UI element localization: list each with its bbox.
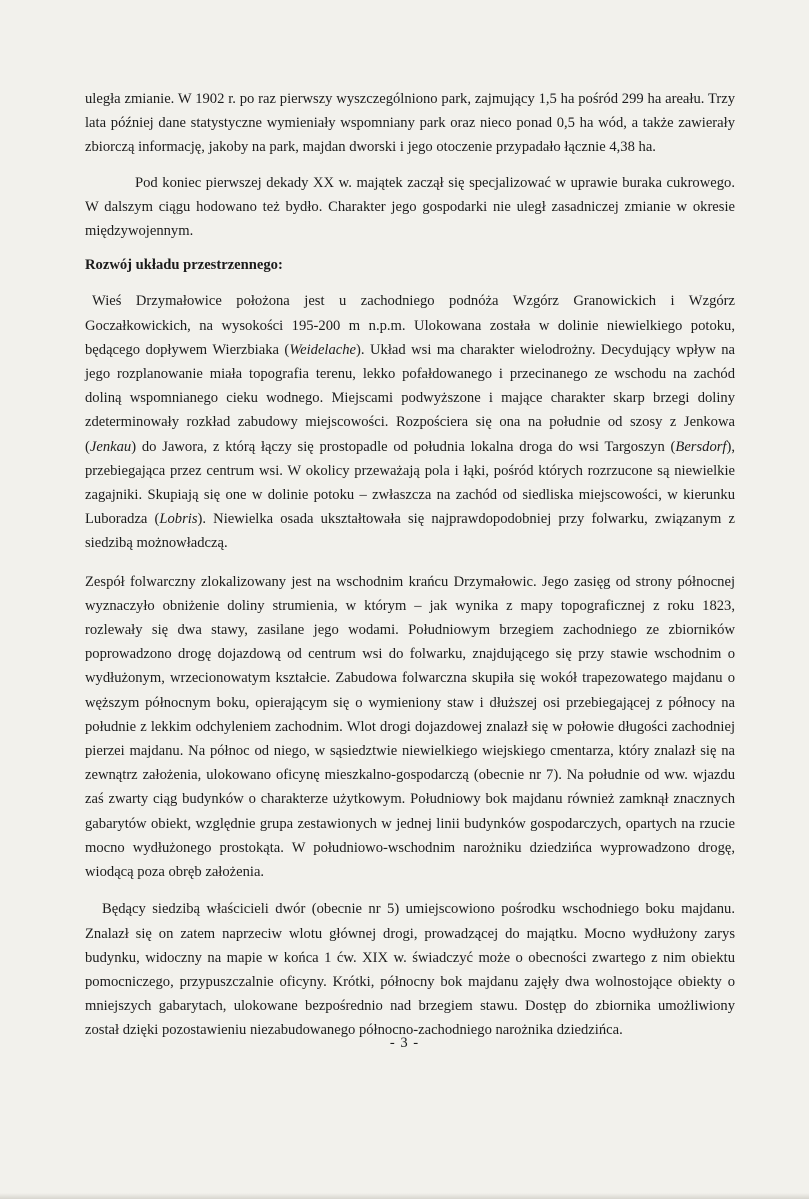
paragraph-2 — [85, 171, 735, 244]
text-run: uległa zmianie. W 1902 r. po raz pierwszy wyszczególniono park, zajmujący 1,5 ha pośród 299 ha areału. Trzy lata później dane statystyczne wymieniały wspomniany park oraz nieco ponad 0,5 ha wód, a także zawierały zbiorczą informację, jakoby na park, majdan dworski i jego otoczenie przypadało łącznie 4,38 ha. — [85, 91, 735, 156]
text-run: Będący siedzibą właścicieli dwór (obecnie nr 5) umiejscowiono pośrodku wschodniego boku majdanu. Znalazł się on zatem naprzeciw wlotu głównej drogi, prowadzącej do majątku. Mocno wydłużony zarys budynku, widoczny na mapie w końca 1 ćw. XIX w. świadczyć może o obecności zwartego z nim obiektu pomocniczego, przypuszczalnie oficyny. Krótki, północny bok majdanu zajęły dwa wolnostojące obiekty o mniejszych gabarytach, ulokowane bezpośrednio nad brzegiem stawu. Dostęp do zbiornika umożliwiony został dzięki pozostawieniu niezabudowanego północno-zachodniego narożnika dziedzińca. — [85, 901, 735, 1039]
page-number: - 3 - — [389, 1035, 420, 1051]
text-run: ) do Jawora, z którą łączy się prostopadle od południa lokalna droga do wsi Targoszyn ( — [131, 438, 676, 455]
text-run: Wieś Drzymałowice położona jest u zachodniego podnóża Wzgórz Granowickich i Wzgórz Goczałkowickich, na wysokości 195-200 m n.p.m. Ulokowana została w dolinie niewielkiego potoku, będącego dopływem Wierzbiaka ( — [85, 293, 735, 358]
italic-placename: Jenkau — [89, 438, 132, 455]
italic-placename: Lobris — [159, 511, 198, 528]
text-run: ). Układ wsi ma charakter wielodrożny. Decydujący wpływ na jego rozplanowanie miała topografia terenu, lekko pofałdowanego i przecinanego ze wschodu na zachód doliną wspomnianego cieku wodnego. Miejscami podwyższone i mające charakter skarp brzegi doliny zdeterminowały rozkład zabudowy miejscowości. Rozpościera się ona na południe od szosy z Jenkowa ( — [85, 341, 735, 455]
section-heading — [85, 253, 735, 277]
text-run: Zespół folwarczny zlokalizowany jest na wschodnim krańcu Drzymałowic. Jego zasięg od strony północnej wyznaczyło obniżenie doliny strumienia, w którym – jak wynika z mapy topograficznej z roku 1823, rozlewały się dwa stawy, zasilane jego wodami. Południowym brzegiem zachodniego ze zbiorników poprowadzono drogę dojazdową od centrum wsi do folwarku, znajdującego się przy stawie wschodnim o wydłużonym, wrzecionowatym kształcie. Zabudowa folwarczna skupiła się wokół trapezowatego majdanu o węższym północnym boku, opierającym się o wymieniony staw i dłuższej osi przebiegającej z północy na południe z lekkim odchyleniem zachodnim. Wlot drogi dojazdowej znalazł się w połowie długości zachodniej pierzei majdanu. Na północ od niego, w sąsiedztwie niewielkiego wiejskiego cmentarza, który znalazł się na zewnątrz założenia, ulokowano oficynę mieszkalno-gospodarczą (obecnie nr 7). Na południe od ww. wjazdu zaś zwarty ciąg budynków o charakterze użytkowym. Południowy bok majdanu również zamknął znacznych gabarytów obiekt, względnie grupa zestawionych w jednej linii budynków gospodarczych, opartych na rzucie mocno wydłużonego prostokąta. W południowo-wschodnim narożniku dziedzińca wyprowadzono drogę, wiodącą poza obręb założenia. — [85, 573, 735, 881]
paragraph-4 — [85, 570, 735, 885]
paragraph-1 — [85, 87, 735, 160]
italic-placename: Weidelache — [289, 341, 357, 358]
scan-bottom-edge — [0, 1193, 809, 1199]
text-run: ), przebiegająca przez centrum wsi. W okolicy przeważają pola i łąki, pośród których rozrzucone są niewielkie zagajniki. Skupiają się one w dolinie potoku – zwłaszcza na zachód od siedliska miejscowości, w kierunku Luboradza ( — [85, 438, 735, 528]
italic-placename: Bersdorf — [675, 438, 727, 455]
paragraph-5 — [85, 897, 735, 1042]
document-body — [85, 87, 735, 1043]
text-run: Rozwój układu przestrzennego: — [85, 257, 283, 274]
paragraph-3 — [85, 289, 735, 555]
text-run: Pod koniec pierwszej dekady XX w. majątek zaczął się specjalizować w uprawie buraka cukrowego. W dalszym ciągu hodowano też bydło. Charakter jego gospodarki nie uległ zasadniczej zmianie w okresie międzywojennym. — [85, 174, 735, 240]
text-run: ). Niewielka osada ukształtowała się najprawdopodobniej przy folwarku, związanym z siedzibą możnowładczą. — [85, 511, 735, 552]
